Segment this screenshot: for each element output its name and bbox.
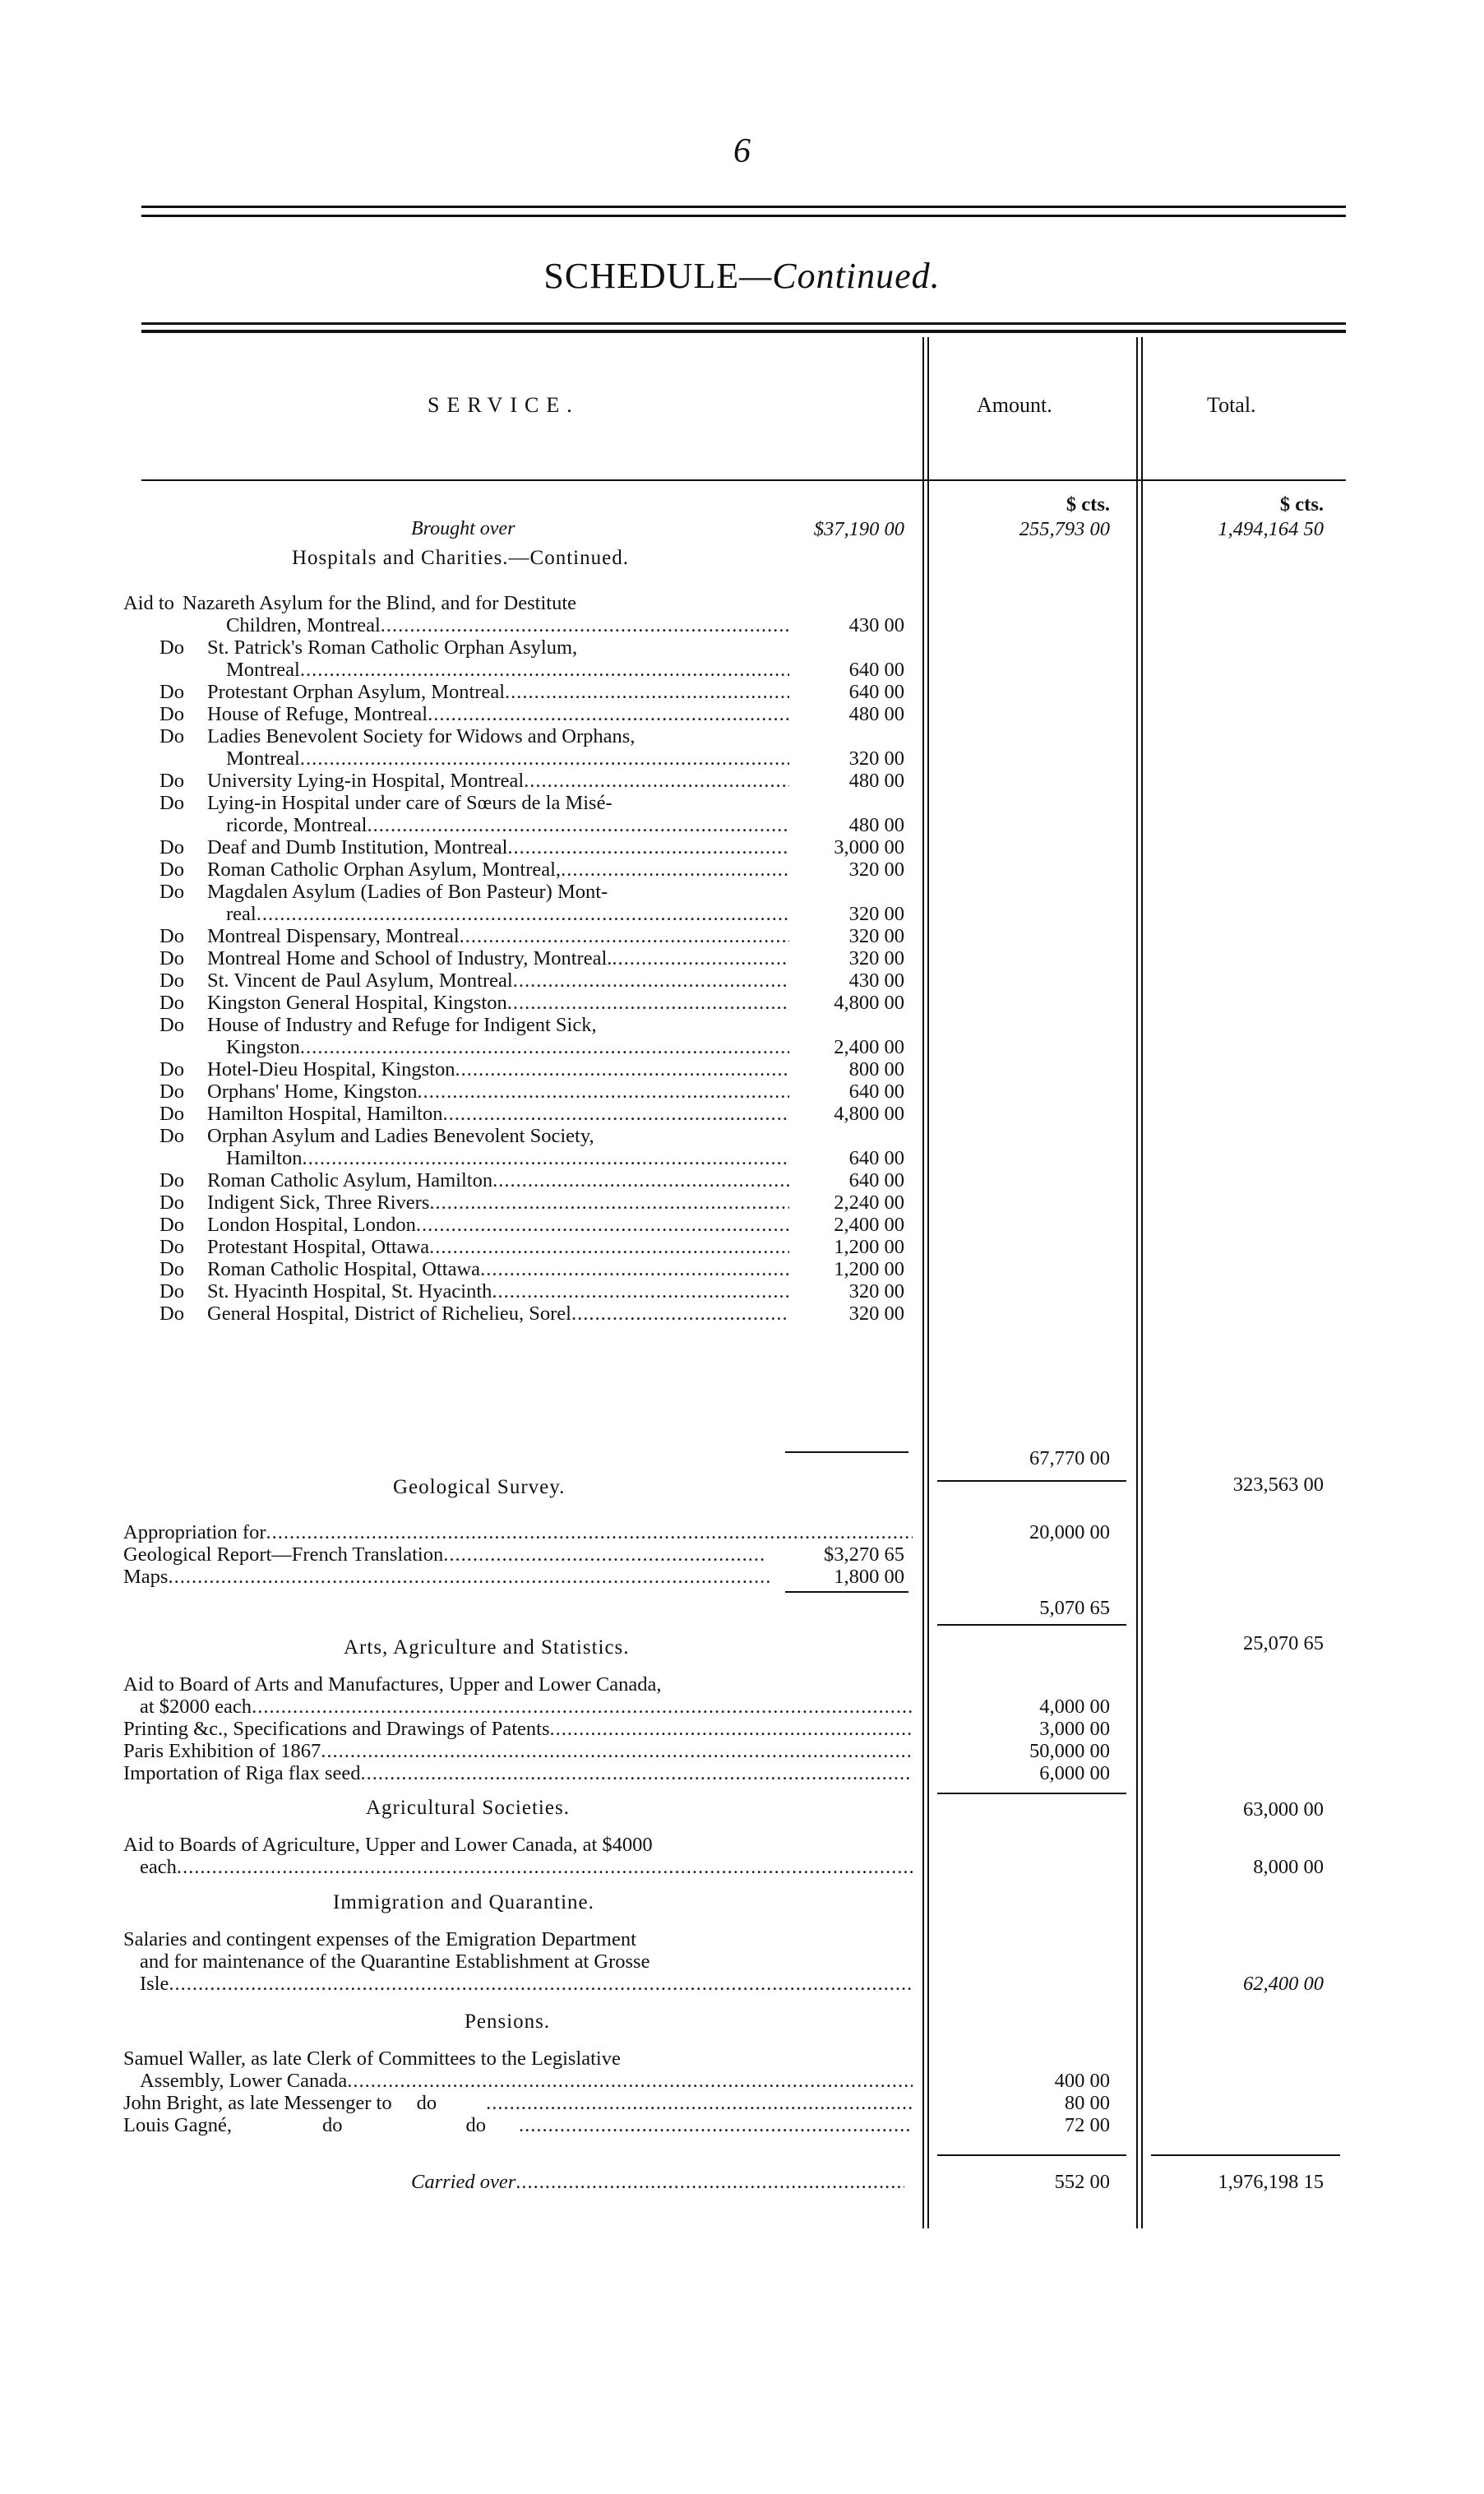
pension-amount-3: 72 00 — [1064, 2114, 1110, 2136]
hospital-row — [123, 1169, 789, 1191]
hospital-value: 4,800 00 — [834, 1103, 904, 1125]
row-text: Paris Exhibition of 1867 — [123, 1740, 321, 1762]
double-rule-header — [141, 322, 1346, 333]
dot-leader — [515, 2171, 904, 2193]
row-text: Magdalen Asylum (Ladies of Bon Pasteur) Mont- — [207, 881, 608, 903]
hospital-value: 320 00 — [848, 1303, 904, 1325]
row-text: Carried over — [411, 2171, 516, 2193]
agri-row-1b — [123, 1856, 913, 1878]
row-prefix: Do — [159, 725, 184, 747]
row-prefix: Do — [159, 858, 184, 881]
row-text-cont: real — [226, 903, 257, 925]
hospital-row — [123, 1280, 789, 1303]
dot-leader — [443, 1103, 790, 1125]
row-text: St. Hyacinth Hospital, St. Hyacinth — [207, 1280, 492, 1303]
dot-leader — [416, 1214, 789, 1236]
hospital-value: 2,400 00 — [834, 1214, 904, 1236]
arts-total: 63,000 00 — [1243, 1798, 1324, 1821]
row-text: Protestant Orphan Asylum, Montreal — [207, 681, 506, 703]
hospital-row — [123, 858, 789, 881]
row-text: Roman Catholic Orphan Asylum, Montreal, — [207, 858, 562, 881]
row-prefix: Aid to — [123, 592, 174, 614]
hospital-row — [123, 1214, 789, 1236]
hospital-row — [123, 925, 789, 947]
dot-leader — [300, 1036, 789, 1058]
row-prefix: Do — [159, 770, 184, 792]
row-text: Indigent Sick, Three Rivers — [207, 1191, 430, 1214]
immig-row-1 — [123, 1928, 913, 1950]
agri-row-1 — [123, 1834, 913, 1856]
column-rule-2a — [1136, 337, 1138, 2228]
hospital-value: 1,200 00 — [834, 1236, 904, 1258]
total-currency: $ cts. — [1279, 493, 1324, 516]
amount-currency: $ cts. — [1066, 493, 1110, 516]
dot-leader — [561, 858, 789, 881]
geological-report-row — [123, 1543, 765, 1566]
arts-amount-2: 3,000 00 — [1039, 1718, 1110, 1740]
row-text: Kingston General Hospital, Kingston — [207, 992, 507, 1014]
row-text-cont: Hamilton — [226, 1147, 303, 1169]
agri-total: 8,000 00 — [1253, 1856, 1324, 1878]
hospital-row — [123, 592, 789, 636]
row-text: Deaf and Dumb Institution, Montreal — [207, 836, 508, 858]
carried-over-amount: 552 00 — [1054, 2171, 1110, 2193]
row-text: Louis Gagné, — [123, 2114, 232, 2136]
hospital-value: 640 00 — [848, 1169, 904, 1191]
row-text-cont: Kingston — [226, 1036, 300, 1058]
dot-leader — [347, 2070, 913, 2092]
hospital-row — [123, 1191, 789, 1214]
row-text: Orphan Asylum and Ladies Benevolent Society, — [207, 1125, 594, 1147]
pension-row-1 — [123, 2047, 913, 2070]
immig-row-2 — [123, 1950, 913, 1973]
dot-leader — [524, 770, 789, 792]
row-prefix: Do — [159, 1014, 184, 1036]
hospital-value: 320 00 — [848, 1280, 904, 1303]
dot-leader — [428, 703, 789, 725]
row-text-cont: Montreal — [226, 747, 300, 770]
dot-leader — [266, 1521, 913, 1543]
hospital-value: 2,400 00 — [834, 1036, 904, 1058]
row-text: Roman Catholic Hospital, Ottawa — [207, 1258, 481, 1280]
arts-row-4 — [123, 1762, 913, 1784]
service-header: SERVICE. — [428, 393, 580, 417]
arts-amount-1: 4,000 00 — [1039, 1696, 1110, 1718]
row-text: Appropriation for — [123, 1521, 266, 1543]
row-text: Orphans' Home, Kingston — [207, 1080, 418, 1103]
geological-subtotal-rule — [785, 1591, 908, 1593]
dot-leader — [252, 1696, 913, 1718]
dot-leader — [169, 1973, 913, 1995]
hospital-value: 480 00 — [848, 814, 904, 836]
row-text: Nazareth Asylum for the Blind, and for Destitute — [183, 592, 576, 614]
hospital-row — [123, 1058, 789, 1080]
hospital-value: 320 00 — [848, 747, 904, 770]
hospital-value: 320 00 — [848, 925, 904, 947]
hospital-value: 800 00 — [848, 1058, 904, 1080]
row-prefix: Do — [159, 1191, 184, 1214]
row-text: John Bright, as late Messenger to — [123, 2092, 392, 2114]
row-text: Printing &c., Specifications and Drawings of Patents — [123, 1718, 550, 1740]
agri-heading: Agricultural Societies. — [366, 1797, 570, 1819]
geological-rule-amount — [937, 1480, 1126, 1482]
arts-row-2 — [123, 1718, 913, 1740]
row-prefix: Do — [159, 703, 184, 725]
hospital-value: 4,800 00 — [834, 992, 904, 1014]
row-text: Montreal Home and School of Industry, Montreal. — [207, 947, 613, 969]
row-prefix: Do — [159, 681, 184, 703]
hospital-value: 2,240 00 — [834, 1191, 904, 1214]
column-rule-2b — [1141, 337, 1143, 2228]
row-prefix: Do — [159, 792, 184, 814]
hospital-row — [123, 636, 789, 681]
dot-leader — [612, 947, 789, 969]
row-prefix: Do — [159, 881, 184, 903]
hospital-row — [123, 1125, 789, 1169]
row-text: St. Vincent de Paul Asylum, Montreal — [207, 969, 513, 992]
pension-amount-2: 80 00 — [1064, 2092, 1110, 2114]
hospital-value: 1,200 00 — [834, 1258, 904, 1280]
geological-amount: 5,070 65 — [1039, 1597, 1110, 1619]
arts-row-3 — [123, 1740, 913, 1762]
row-prefix: Do — [159, 1058, 184, 1080]
pension-amount-1: 400 00 — [1054, 2070, 1110, 2092]
carried-rule-amount — [937, 2154, 1126, 2156]
row-text-cont: Montreal — [226, 659, 300, 681]
dot-leader — [321, 1740, 913, 1762]
geological-appropriation-row — [123, 1521, 913, 1543]
hospital-value: 3,000 00 — [834, 836, 904, 858]
geological-maps-row — [123, 1566, 773, 1588]
row-text: General Hospital, District of Richelieu, Sorel — [207, 1303, 571, 1325]
row-prefix: Do — [159, 1303, 184, 1325]
row-text-cont: ricorde, Montreal — [226, 814, 368, 836]
double-rule-top — [141, 206, 1346, 217]
schedule-title — [0, 255, 1484, 297]
immig-heading: Immigration and Quarantine. — [333, 1891, 594, 1913]
hospital-value: 640 00 — [848, 1080, 904, 1103]
hospital-value: 430 00 — [848, 969, 904, 992]
row-prefix: Do — [159, 925, 184, 947]
hospital-row — [123, 1103, 789, 1125]
column-rule-1b — [927, 337, 929, 2228]
row-text: Importation of Riga flax seed — [123, 1762, 361, 1784]
dot-leader — [303, 1147, 789, 1169]
hospitals-heading: Hospitals and Charities.—Continued. — [292, 547, 629, 569]
arts-amount-3: 50,000 00 — [1029, 1740, 1110, 1762]
dot-leader — [460, 925, 789, 947]
title-continued: —Continued. — [739, 256, 941, 296]
dot-leader — [381, 614, 789, 636]
row-text: Aid to Boards of Agriculture, Upper and Lower Canada, at $4000 — [123, 1834, 653, 1856]
brought-over-total: 1,494,164 50 — [1218, 518, 1324, 540]
dot-leader — [300, 659, 789, 681]
hospital-row — [123, 792, 789, 836]
row-text-cont: Children, Montreal — [226, 614, 381, 636]
hospital-row — [123, 881, 789, 925]
dot-leader — [519, 2114, 913, 2136]
row-prefix: Do — [159, 1125, 184, 1147]
immig-total: 62,400 00 — [1243, 1973, 1324, 1995]
hospital-row — [123, 992, 789, 1014]
dot-leader — [507, 836, 789, 858]
hospital-row — [123, 770, 789, 792]
row-prefix: Do — [159, 1236, 184, 1258]
arts-amount-4: 6,000 00 — [1039, 1762, 1110, 1784]
row-prefix: Do — [159, 1258, 184, 1280]
dot-leader — [513, 969, 789, 992]
dot-leader — [443, 1543, 765, 1566]
dot-leader — [550, 1718, 913, 1740]
row-prefix: Do — [159, 636, 184, 659]
row-text: Assembly, Lower Canada — [140, 2070, 348, 2092]
ditto-mark: do — [416, 2092, 437, 2114]
hospital-value: 640 00 — [848, 659, 904, 681]
hospital-value: 320 00 — [848, 858, 904, 881]
hospital-row — [123, 703, 789, 725]
brought-over-label: Brought over — [411, 518, 515, 539]
arts-row-1b — [123, 1696, 913, 1718]
dot-leader — [455, 1058, 789, 1080]
hospitals-amount: 67,770 00 — [1029, 1447, 1110, 1469]
geological-maps-value: 1,800 00 — [834, 1566, 904, 1588]
row-prefix: Do — [159, 1214, 184, 1236]
hospital-row — [123, 1303, 789, 1325]
dot-leader — [480, 1258, 789, 1280]
row-prefix: Do — [159, 1169, 184, 1191]
column-rule-1a — [922, 337, 924, 2228]
row-text: Montreal Dispensary, Montreal — [207, 925, 460, 947]
hospital-value: 430 00 — [848, 614, 904, 636]
arts-row-1 — [123, 1673, 913, 1696]
dot-leader — [360, 1762, 913, 1784]
dot-leader — [168, 1566, 773, 1588]
header-rule — [141, 479, 1346, 481]
hospital-value: 640 00 — [848, 681, 904, 703]
hospital-row — [123, 1014, 789, 1058]
row-text: Roman Catholic Asylum, Hamilton — [207, 1169, 493, 1191]
hospital-row — [123, 947, 789, 969]
ditto-mark: do — [465, 2114, 486, 2136]
brought-over-amount: 255,793 00 — [1019, 518, 1110, 540]
dot-leader — [492, 1169, 789, 1191]
row-text: Aid to Board of Arts and Manufactures, Upper and Lower Canada, — [123, 1673, 662, 1696]
pension-row-2 — [123, 2092, 913, 2114]
row-text: Samuel Waller, as late Clerk of Committees to the Legislative — [123, 2047, 621, 2070]
row-text: Maps — [123, 1566, 169, 1588]
hospital-row — [123, 836, 789, 858]
dot-leader — [492, 1280, 789, 1303]
immig-row-3 — [123, 1973, 913, 1995]
brought-over-inner: $37,190 00 — [813, 518, 904, 540]
hospital-row — [123, 725, 789, 770]
row-text: at $2000 each — [140, 1696, 252, 1718]
row-prefix: Do — [159, 992, 184, 1014]
dot-leader — [300, 747, 789, 770]
row-text: House of Refuge, Montreal — [207, 703, 428, 725]
hospital-value: 640 00 — [848, 1147, 904, 1169]
hospital-row — [123, 1236, 789, 1258]
hospital-row — [123, 969, 789, 992]
row-text: St. Patrick's Roman Catholic Orphan Asylum, — [207, 636, 578, 659]
row-text: Salaries and contingent expenses of the Emigration Department — [123, 1928, 636, 1950]
hospital-value: 320 00 — [848, 947, 904, 969]
geological-total: 25,070 65 — [1243, 1632, 1324, 1654]
dot-leader — [507, 992, 789, 1014]
hospital-value: 320 00 — [848, 903, 904, 925]
title-text: SCHEDULE — [543, 256, 740, 296]
pension-row-1b — [123, 2070, 913, 2092]
row-text: House of Industry and Refuge for Indigent Sick, — [207, 1014, 597, 1036]
hospital-row — [123, 1080, 789, 1103]
row-text: Isle — [140, 1973, 169, 1995]
row-prefix: Do — [159, 947, 184, 969]
row-text: and for maintenance of the Quarantine Establishment at Grosse — [140, 1950, 650, 1973]
row-prefix: Do — [159, 1103, 184, 1125]
dot-leader — [257, 903, 789, 925]
row-text: Protestant Hospital, Ottawa — [207, 1236, 430, 1258]
row-text: London Hospital, London — [207, 1214, 416, 1236]
hospitals-subtotal-rule — [785, 1451, 908, 1453]
total-header: Total. — [1207, 393, 1256, 417]
arts-amount-rule — [937, 1793, 1126, 1794]
amount-header: Amount. — [977, 393, 1052, 417]
dot-leader — [486, 2092, 913, 2114]
row-prefix: Do — [159, 1280, 184, 1303]
dot-leader — [505, 681, 789, 703]
dot-leader — [367, 814, 789, 836]
dot-leader — [429, 1236, 789, 1258]
row-text: Geological Report—French Translation — [123, 1543, 444, 1566]
geological-heading: Geological Survey. — [393, 1476, 566, 1498]
carried-over-total: 1,976,198 15 — [1218, 2171, 1324, 2193]
row-text: Hotel-Dieu Hospital, Kingston — [207, 1058, 455, 1080]
row-text: Lying-in Hospital under care of Sœurs de la Misé- — [207, 792, 613, 814]
dot-leader — [429, 1191, 789, 1214]
geological-appropriation-amount: 20,000 00 — [1029, 1521, 1110, 1543]
hospital-value: 480 00 — [848, 770, 904, 792]
pensions-heading: Pensions. — [465, 2010, 551, 2033]
hospital-value: 480 00 — [848, 703, 904, 725]
page-number: 6 — [733, 132, 751, 170]
row-text: Ladies Benevolent Society for Widows and Orphans, — [207, 725, 636, 747]
row-text: University Lying-in Hospital, Montreal — [207, 770, 525, 792]
dot-leader — [571, 1303, 789, 1325]
hospitals-total: 323,563 00 — [1232, 1474, 1324, 1496]
arts-heading: Arts, Agriculture and Statistics. — [344, 1636, 630, 1659]
row-prefix: Do — [159, 969, 184, 992]
pension-row-3 — [123, 2114, 913, 2136]
geological-report-value: $3,270 65 — [824, 1543, 904, 1566]
carried-over-row — [411, 2171, 904, 2193]
hospital-row — [123, 1258, 789, 1280]
row-prefix: Do — [159, 1080, 184, 1103]
row-prefix: Do — [159, 836, 184, 858]
carried-rule-total — [1151, 2154, 1340, 2156]
hospital-row — [123, 681, 789, 703]
dot-leader — [177, 1856, 913, 1878]
row-text: Hamilton Hospital, Hamilton — [207, 1103, 443, 1125]
dot-leader — [418, 1080, 789, 1103]
geological-amount-rule — [937, 1624, 1126, 1626]
row-text: each — [140, 1856, 177, 1878]
ditto-mark: do — [322, 2114, 343, 2136]
